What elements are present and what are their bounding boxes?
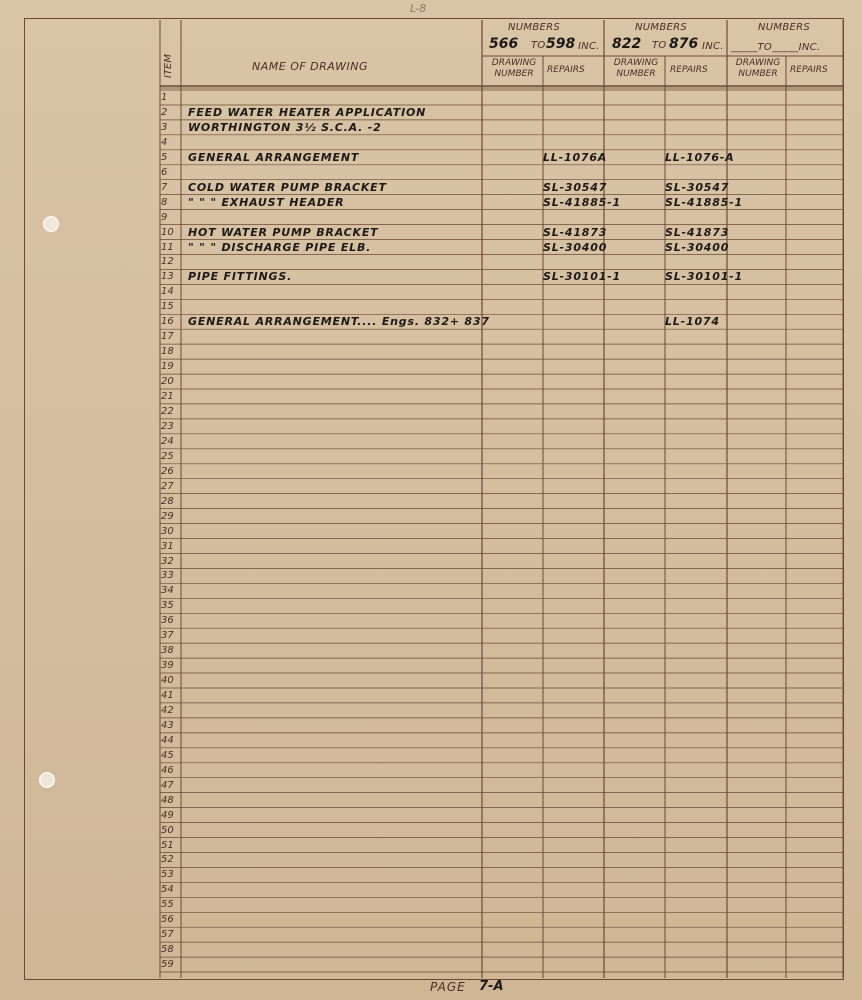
repairs-value-2: SL-41873 <box>665 225 730 239</box>
group2-to: TO <box>652 40 667 51</box>
row-number: 14 <box>161 286 174 298</box>
repairs-value-1: SL-30547 <box>543 180 608 194</box>
page-label: PAGE <box>430 980 466 994</box>
row-number: 15 <box>161 301 174 313</box>
row-number: 57 <box>161 929 174 941</box>
subheader-drawing-number-3: DRAWING NUMBER <box>735 58 781 79</box>
repairs-value-1: SL-30400 <box>543 240 608 254</box>
row-number: 46 <box>161 764 174 776</box>
repairs-value-2: SL-30101-1 <box>665 270 743 284</box>
row-number: 41 <box>161 690 174 701</box>
repairs-value-1: SL-41873 <box>543 225 608 239</box>
row-number: 30 <box>161 525 174 537</box>
row-number: 55 <box>161 899 174 911</box>
repairs-value-2: SL-30547 <box>665 180 730 194</box>
row-number: 24 <box>161 435 174 447</box>
row-number: 8 <box>161 196 168 208</box>
subheader-drawing-number-2: DRAWING NUMBER <box>613 58 659 79</box>
row-number: 26 <box>161 465 174 477</box>
group1-numbers-label: NUMBERS <box>508 22 561 33</box>
row-number: 34 <box>161 585 174 597</box>
group3-range: _____TO_____INC. <box>731 42 821 53</box>
row-number: 21 <box>161 391 174 402</box>
punch-hole-top <box>43 216 59 232</box>
row-number: 33 <box>161 570 174 582</box>
row-number: 1 <box>161 92 168 103</box>
subheader-drawing-number-1: DRAWING NUMBER <box>491 58 537 79</box>
repairs-value-2: LL-1074 <box>665 315 720 329</box>
drawing-name: GENERAL ARRANGEMENT.... Engs. 832+ 837 <box>188 315 490 329</box>
row-number: 9 <box>161 211 168 223</box>
drawing-name: FEED WATER HEATER APPLICATION <box>188 106 427 119</box>
row-number: 45 <box>161 749 174 761</box>
row-number: 22 <box>161 405 174 417</box>
group3-numbers-label: NUMBERS <box>758 22 811 33</box>
row-number: 43 <box>161 719 174 731</box>
row-number: 49 <box>161 809 174 821</box>
row-number: 7 <box>161 181 168 193</box>
group1-range-to: 598 <box>546 36 576 52</box>
row-number: 2 <box>161 107 168 118</box>
row-number: 19 <box>161 361 174 373</box>
repairs-value-1: LL-1076A <box>543 150 608 164</box>
row-number: 25 <box>161 450 174 462</box>
drawing-name: " " " DISCHARGE PIPE ELB. <box>188 240 372 254</box>
row-number: 44 <box>161 734 174 746</box>
repairs-value-2: SL-41885-1 <box>665 195 743 209</box>
row-number: 38 <box>161 645 174 657</box>
row-number: 16 <box>161 316 174 328</box>
punch-hole-bottom <box>39 772 55 788</box>
row-number: 20 <box>161 376 174 388</box>
row-number: 42 <box>161 704 174 716</box>
subheader-repairs-3: REPAIRS <box>790 65 828 75</box>
row-number: 48 <box>161 794 174 806</box>
subheader-repairs-1: REPAIRS <box>547 65 585 75</box>
drawing-name: COLD WATER PUMP BRACKET <box>188 180 387 194</box>
row-number: 51 <box>161 839 174 851</box>
drawing-name: " " " EXHAUST HEADER <box>188 195 345 209</box>
group2-range-from: 822 <box>612 36 642 52</box>
row-number: 58 <box>161 944 174 956</box>
row-number: 23 <box>161 420 174 432</box>
group2-range-to: 876 <box>669 36 699 52</box>
group2-numbers-label: NUMBERS <box>635 22 688 33</box>
subheader-repairs-2: REPAIRS <box>670 65 708 75</box>
group1-range-from: 566 <box>489 36 519 52</box>
row-number: 29 <box>161 510 174 522</box>
row-number: 47 <box>161 779 174 791</box>
row-number: 54 <box>161 884 174 896</box>
repairs-value-2: SL-30400 <box>665 240 730 254</box>
item-header: ITEM <box>163 53 174 78</box>
row-number: 39 <box>161 660 174 672</box>
repairs-value-1: SL-30101-1 <box>543 270 621 284</box>
row-number: 59 <box>161 959 174 971</box>
row-number: 40 <box>161 675 174 686</box>
group1-inc: INC. <box>578 41 600 52</box>
page-number: 7-A <box>479 979 504 994</box>
row-number: 10 <box>161 226 174 238</box>
repairs-value-2: LL-1076-A <box>665 150 735 164</box>
name-of-drawing-header: NAME OF DRAWING <box>252 60 368 73</box>
row-number: 11 <box>161 241 174 253</box>
group1-to: TO <box>531 40 546 51</box>
row-number: 35 <box>161 600 174 612</box>
row-number: 12 <box>161 256 174 268</box>
row-number: 50 <box>161 824 174 836</box>
row-number: 53 <box>161 869 174 881</box>
row-number: 13 <box>161 271 174 283</box>
top-stamp: L-8 <box>410 2 427 15</box>
row-number: 27 <box>161 480 174 492</box>
row-number: 28 <box>161 495 174 507</box>
group2-inc: INC. <box>702 41 724 52</box>
row-number: 56 <box>161 914 174 926</box>
drawing-name: PIPE FITTINGS. <box>188 270 293 284</box>
row-number: 18 <box>161 346 174 358</box>
row-number: 52 <box>161 854 174 866</box>
drawing-name: GENERAL ARRANGEMENT <box>188 150 360 164</box>
row-number: 31 <box>161 540 174 552</box>
row-number: 6 <box>161 166 168 178</box>
drawing-name: WORTHINGTON 3½ S.C.A. -2 <box>188 120 382 134</box>
repairs-value-1: SL-41885-1 <box>543 195 621 209</box>
row-number: 5 <box>161 151 168 163</box>
row-number: 32 <box>161 555 174 567</box>
row-number: 17 <box>161 331 174 343</box>
row-number: 3 <box>161 121 168 133</box>
drawing-name: HOT WATER PUMP BRACKET <box>188 225 379 239</box>
row-number: 37 <box>161 630 174 642</box>
row-number: 36 <box>161 615 174 627</box>
row-number: 4 <box>161 136 168 148</box>
